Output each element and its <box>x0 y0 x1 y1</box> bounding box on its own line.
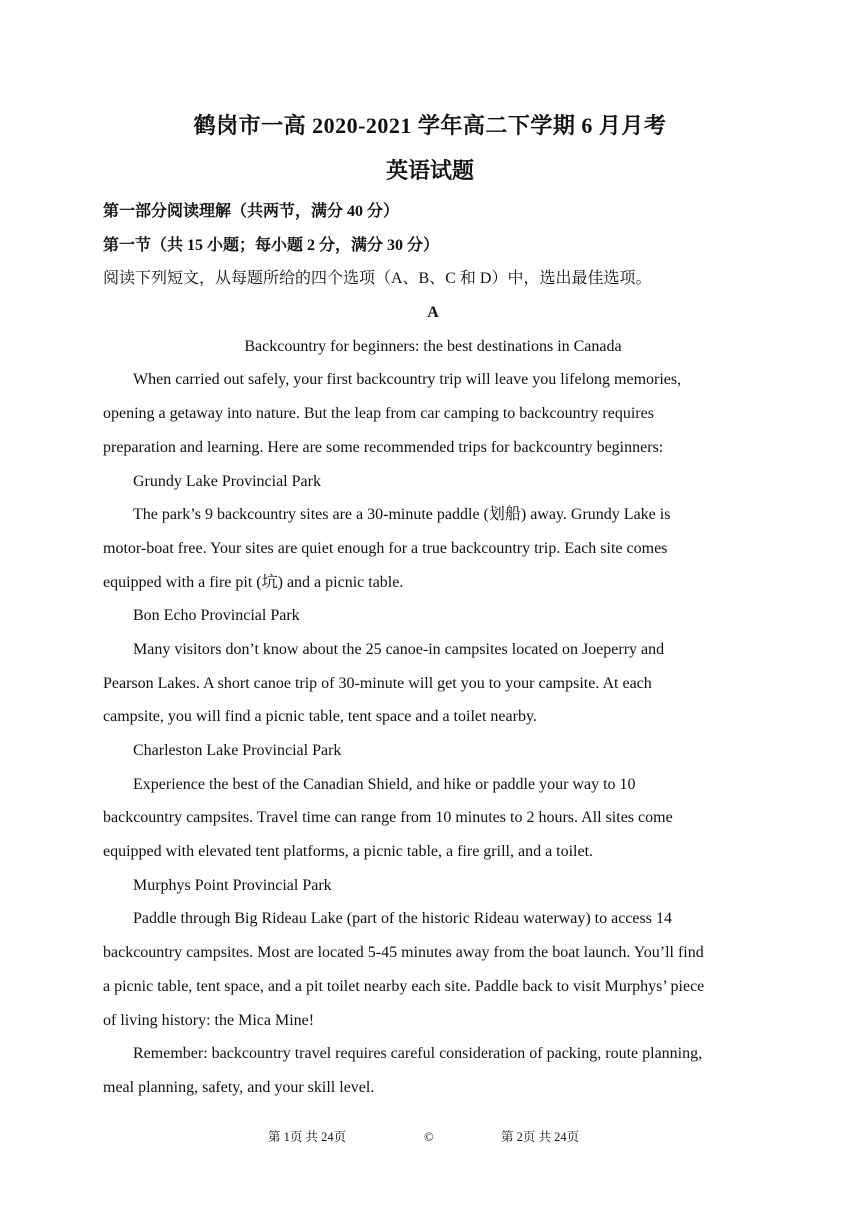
paragraph-line: Experience the best of the Canadian Shield, and hike or paddle your way to 10 <box>133 775 636 793</box>
paragraph-line: Paddle through Big Rideau Lake (part of the historic Rideau waterway) to access 14 <box>133 910 672 928</box>
footer-copyright: © <box>424 1130 434 1144</box>
page-footer <box>0 1126 860 1148</box>
footer-page-right: 第 2页 共 24页 <box>501 1130 580 1144</box>
footer-page-left: 第 1页 共 24页 <box>268 1130 347 1144</box>
paragraph-line: backcountry campsites. Most are located 5-45 minutes away from the boat launch. You’ll find <box>103 944 704 962</box>
paragraph-line: Remember: backcountry travel requires careful consideration of packing, route planning, <box>133 1045 703 1063</box>
paragraph-line: preparation and learning. Here are some recommended trips for backcountry beginners: <box>103 438 664 456</box>
paragraph-line: Many visitors don’t know about the 25 canoe-in campsites located on Joeperry and <box>133 640 665 658</box>
paragraph-line: backcountry campsites. Travel time can range from 10 minutes to 2 hours. All sites come <box>103 809 673 827</box>
paragraph-line: Pearson Lakes. A short canoe trip of 30-minute will get you to your campsite. At each <box>103 674 652 692</box>
paragraph-line: campsite, you will find a picnic table, tent space and a toilet nearby. <box>103 708 537 726</box>
park-heading: Murphys Point Provincial Park <box>133 876 332 894</box>
park-heading: Grundy Lake Provincial Park <box>133 472 321 490</box>
paragraph-line: When carried out safely, your first backcountry trip will leave you lifelong memories, <box>133 371 682 389</box>
exam-subtitle: 英语试题 <box>385 158 474 183</box>
passage-title: Backcountry for beginners: the best destinations in Canada <box>244 337 622 355</box>
paragraph-line: The park’s 9 backcountry sites are a 30-minute paddle (划船) away. Grundy Lake is <box>133 506 671 524</box>
park-heading: Charleston Lake Provincial Park <box>133 742 342 759</box>
park-heading: Bon Echo Provincial Park <box>133 607 300 625</box>
paragraph-line: equipped with elevated tent platforms, a picnic table, a fire grill, and a toilet. <box>103 843 594 861</box>
paragraph-line: motor-boat free. Your sites are quiet enough for a true backcountry trip. Each site comes <box>103 539 668 557</box>
exam-title: 鹤岗市一高 2020-2021 学年高二下学期 6 月月考 <box>193 113 667 138</box>
paragraph-line: equipped with a fire pit (坑) and a picnic table. <box>103 573 404 591</box>
section-heading: 第一节（共 15 小题；每小题 2 分，满分 30 分） <box>103 236 440 254</box>
part-heading: 第一部分阅读理解（共两节，满分 40 分） <box>103 203 400 220</box>
paragraph-line: of living history: the Mica Mine! <box>103 1011 315 1029</box>
paragraph-line: opening a getaway into nature. But the leap from car camping to backcountry requires <box>103 405 654 423</box>
paragraph-line: a picnic table, tent space, and a pit toilet nearby each site. Paddle back to visit Murphys’ piece <box>103 977 705 995</box>
passage-label: A <box>427 304 439 322</box>
paragraph-line: meal planning, safety, and your skill level. <box>103 1078 375 1096</box>
exam-body <box>103 195 763 1105</box>
instruction-text: 阅读下列短文，从每题所给的四个选项（A、B、C 和 D）中，选出最佳选项。 <box>103 270 652 288</box>
